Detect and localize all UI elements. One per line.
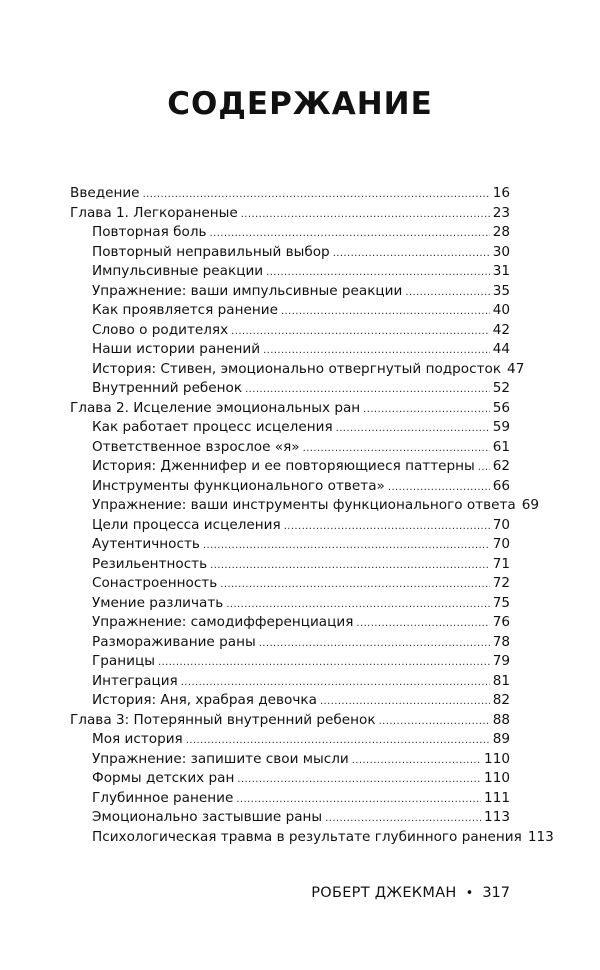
dot-leader	[388, 478, 490, 498]
toc-section-entry	[70, 360, 525, 380]
toc-entry-title: Эмоционально застывшие раны	[92, 809, 323, 825]
dot-leader	[231, 322, 490, 342]
dot-leader	[236, 790, 481, 810]
toc-section-entry	[70, 672, 510, 692]
toc-entry-title: История: Стивен, эмоционально отвергнутый подросток	[92, 360, 502, 377]
toc-section-entry	[70, 438, 510, 458]
toc-entry-page: 89	[492, 731, 510, 747]
toc-section-entry	[70, 477, 510, 497]
dot-leader	[333, 244, 490, 264]
dot-leader	[352, 751, 481, 771]
toc-entry-title: Цели процесса исцеления	[92, 516, 281, 533]
toc-section-entry	[70, 340, 510, 360]
toc-entry-title: Размораживание раны	[92, 633, 256, 650]
toc-entry-title: Введение	[70, 185, 140, 201]
dot-leader	[325, 809, 481, 829]
dot-leader	[237, 770, 481, 790]
toc-entry-title: Глава 2. Исцеление эмоциональных ран	[70, 399, 361, 416]
dot-leader	[303, 439, 490, 459]
toc-entry-title: Упражнение: ваши импульсивные реакции	[92, 282, 403, 299]
toc-section-entry	[70, 789, 510, 809]
toc-chapter-entry	[70, 399, 510, 419]
toc-entry-page: 31	[492, 263, 510, 279]
dot-leader	[245, 380, 490, 400]
toc-section-entry	[70, 243, 510, 263]
toc-entry-title: Аутентичность	[92, 536, 200, 552]
toc-entry-title: Повторный неправильный выбор	[92, 243, 330, 260]
toc-entry-title: Инструменты функционального ответа»	[92, 477, 385, 494]
dot-leader	[158, 653, 490, 673]
dot-leader	[379, 712, 490, 732]
toc-section-entry	[70, 808, 510, 828]
dot-leader	[143, 185, 490, 205]
toc-entry-title: Психологическая травма в результате глубинного ранения	[92, 828, 522, 845]
toc-entry-title: Глубинное ранение	[92, 789, 234, 806]
dot-leader	[356, 614, 489, 634]
toc-section-entry	[70, 223, 510, 243]
toc-entry-page: 110	[484, 750, 510, 767]
toc-section-entry	[70, 301, 510, 321]
toc-entry-page: 79	[492, 653, 510, 669]
toc-section-entry	[70, 730, 510, 750]
toc-entry-page: 72	[492, 575, 510, 591]
dot-leader	[210, 556, 490, 576]
toc-entry-title: История: Аня, храбрая девочка	[92, 692, 317, 708]
toc-entry-page: 70	[492, 536, 510, 552]
toc-entry-title: Глава 1. Легкораненые	[70, 204, 238, 221]
toc-entry-page: 62	[492, 458, 510, 474]
dot-leader	[259, 634, 490, 654]
toc-section-entry	[70, 691, 510, 711]
dot-leader	[281, 302, 490, 322]
footer-page-number: 317	[482, 885, 510, 901]
dot-leader	[363, 400, 490, 420]
toc-entry-page: 56	[492, 399, 510, 416]
toc-entry-title: Как проявляется ранение	[92, 302, 278, 318]
toc-entry-page: 71	[492, 555, 510, 572]
toc-section-entry	[70, 633, 510, 653]
toc-entry-page: 30	[492, 243, 510, 260]
page-footer	[311, 885, 510, 901]
toc-entry-page: 28	[492, 224, 510, 240]
toc-entry-page: 111	[484, 789, 510, 806]
toc-section-entry	[70, 828, 554, 848]
table-of-contents	[70, 184, 554, 847]
toc-section-entry	[70, 321, 510, 341]
toc-entry-page: 69	[521, 497, 540, 513]
toc-section-entry	[70, 594, 510, 614]
toc-entry-title: Слово о родителях	[92, 321, 229, 338]
dot-leader	[226, 595, 489, 615]
toc-entry-title: Формы детских ран	[92, 770, 235, 786]
footer-separator: •	[465, 885, 474, 901]
toc-entry-page: 66	[492, 477, 510, 494]
dot-leader	[478, 458, 490, 478]
toc-entry-title: Упражнение: ваши инструменты функционального ответа	[92, 497, 516, 513]
toc-entry-page: 113	[484, 809, 510, 825]
toc-entry-title: Упражнение: самодифференциация	[92, 614, 354, 630]
toc-section-entry	[70, 535, 510, 555]
toc-entry-page: 23	[492, 204, 510, 221]
toc-section-entry	[70, 769, 510, 789]
dot-leader	[266, 263, 490, 283]
toc-entry-page: 35	[492, 282, 510, 299]
toc-entry-page: 42	[492, 321, 510, 338]
toc-entry-title: Резильентность	[92, 555, 208, 572]
toc-entry-title: Внутренний ребенок	[92, 380, 243, 396]
toc-entry-title: Упражнение: запишите свои мысли	[92, 750, 349, 767]
toc-entry-title: Повторная боль	[92, 224, 207, 240]
footer-author: РОБЕРТ ДЖЕКМАН	[311, 885, 457, 901]
toc-entry-title: Наши истории ранений	[92, 341, 261, 357]
toc-chapter-entry	[70, 204, 510, 224]
toc-section-entry	[70, 750, 510, 770]
toc-entry-title: Границы	[92, 653, 155, 669]
toc-entry-title: Импульсивные реакции	[92, 263, 264, 279]
toc-entry-page: 44	[492, 341, 510, 357]
toc-entry-title: Моя история	[92, 731, 183, 747]
toc-entry-title: Как работает процесс исцеления	[92, 419, 333, 435]
toc-section-entry	[70, 555, 510, 575]
toc-section-entry	[70, 282, 510, 302]
toc-chapter-entry	[70, 184, 510, 204]
dot-leader	[320, 692, 490, 712]
dot-leader	[186, 731, 490, 751]
dot-leader	[241, 205, 490, 225]
toc-entry-page: 70	[492, 516, 510, 533]
page-title: СОДЕРЖАНИЕ	[167, 86, 433, 122]
dot-leader	[405, 283, 489, 303]
dot-leader	[220, 575, 489, 595]
toc-section-entry	[70, 496, 540, 516]
toc-section-entry	[70, 613, 510, 633]
toc-entry-title: Ответственное взрослое «я»	[92, 438, 300, 455]
toc-section-entry	[70, 418, 510, 438]
toc-section-entry	[70, 379, 510, 399]
toc-entry-page: 88	[492, 711, 510, 728]
toc-section-entry	[70, 457, 510, 477]
toc-entry-title: Глава 3: Потерянный внутренний ребенок	[70, 711, 376, 728]
toc-entry-page: 61	[492, 438, 510, 455]
toc-entry-page: 76	[492, 614, 510, 630]
toc-section-entry	[70, 516, 510, 536]
toc-entry-page: 113	[527, 828, 554, 845]
dot-leader	[181, 673, 490, 693]
toc-entry-page: 75	[492, 594, 510, 611]
toc-entry-page: 59	[492, 419, 510, 435]
dot-leader	[336, 419, 490, 439]
toc-chapter-entry	[70, 711, 510, 731]
toc-entry-title: Интеграция	[92, 672, 178, 689]
toc-entry-page: 82	[492, 692, 510, 708]
toc-entry-title: История: Дженнифер и ее повторяющиеся паттерны	[92, 458, 475, 474]
toc-entry-page: 52	[492, 380, 510, 396]
toc-entry-page: 40	[492, 302, 510, 318]
toc-section-entry	[70, 574, 510, 594]
toc-entry-page: 78	[492, 633, 510, 650]
toc-entry-page: 110	[484, 770, 510, 786]
toc-entry-page: 81	[492, 672, 510, 689]
dot-leader	[203, 536, 490, 556]
dot-leader	[284, 517, 490, 537]
toc-entry-title: Сонастроенность	[92, 575, 218, 591]
dot-leader	[263, 341, 490, 361]
toc-section-entry	[70, 262, 510, 282]
toc-entry-page: 16	[492, 185, 510, 201]
toc-section-entry	[70, 652, 510, 672]
toc-entry-page: 47	[507, 360, 525, 377]
toc-entry-title: Умение различать	[92, 594, 224, 611]
dot-leader	[210, 224, 490, 244]
